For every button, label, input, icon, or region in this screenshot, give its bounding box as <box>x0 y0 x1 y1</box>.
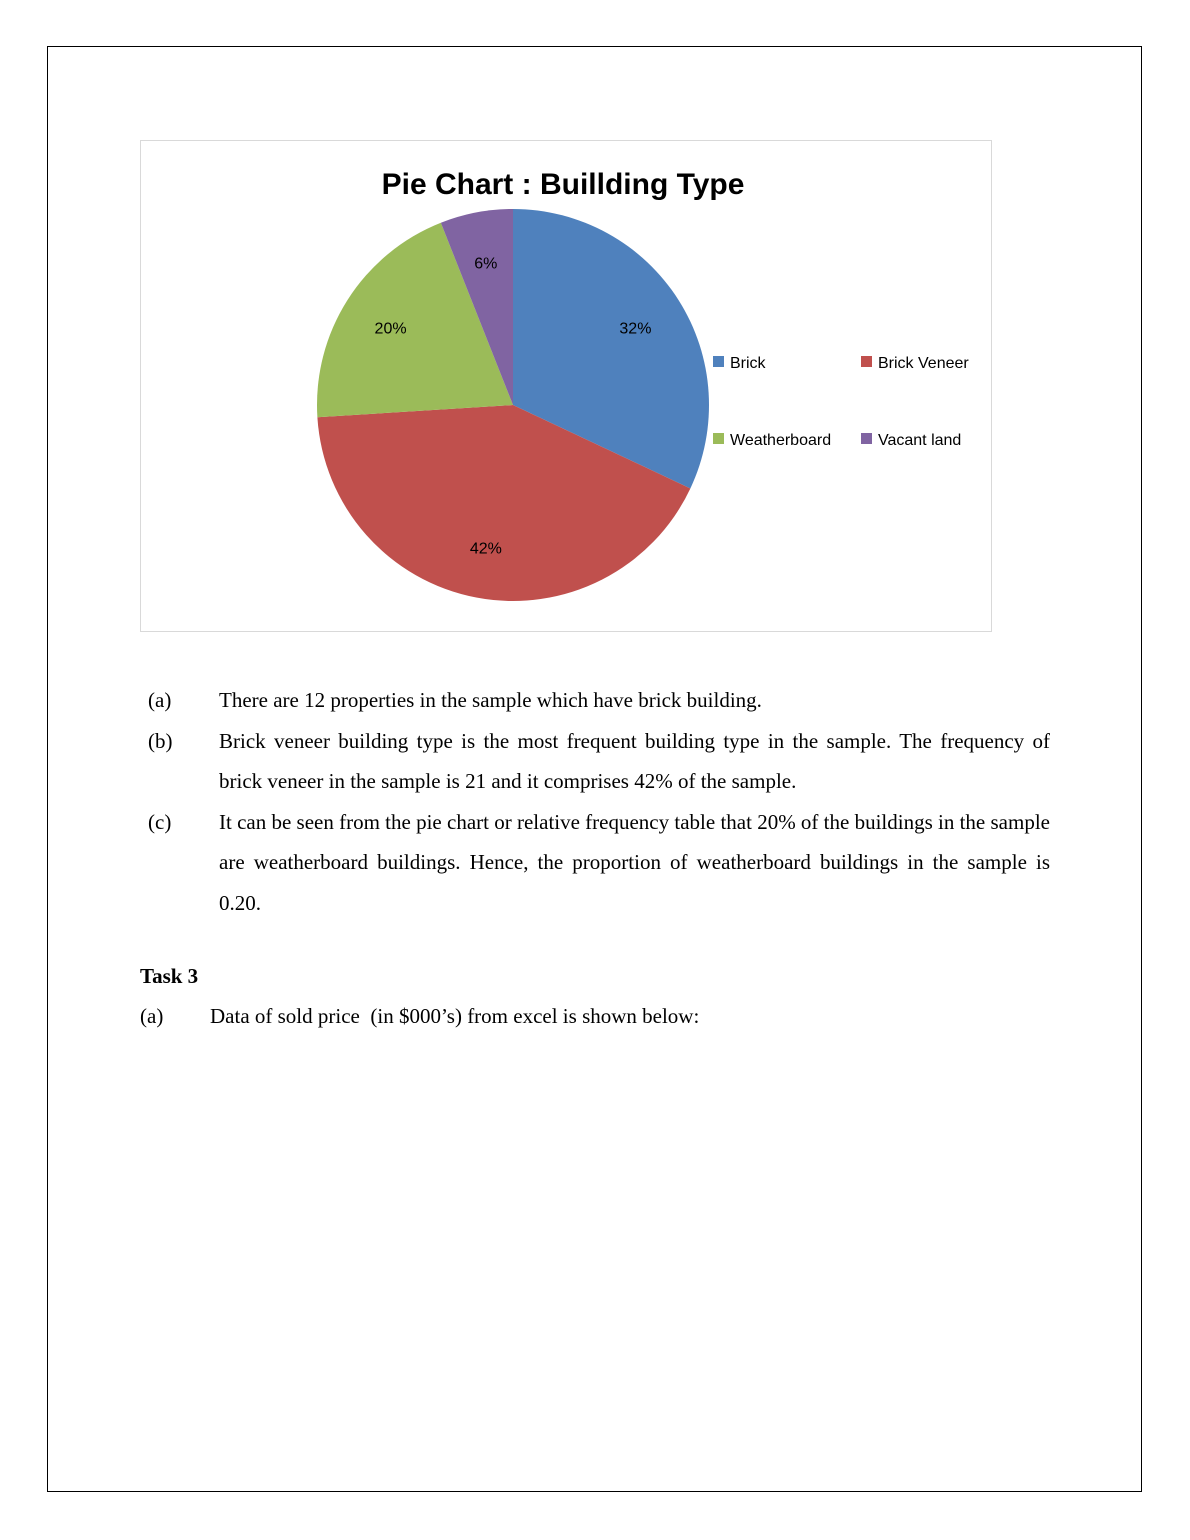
legend-swatch <box>861 433 872 444</box>
pie-data-label: 6% <box>474 255 498 273</box>
chart-legend <box>713 355 969 449</box>
answer-list <box>140 680 1050 923</box>
task-text: Data of sold price (in $000’s) from excel is shown below: <box>210 1004 700 1028</box>
pie-chart-svg <box>141 141 993 633</box>
legend-swatch <box>713 356 724 367</box>
pie-chart <box>140 140 992 632</box>
answer-item-c <box>140 802 1050 924</box>
pie-slices <box>317 209 709 601</box>
answer-text: Brick veneer building type is the most frequent building type in the sample. The frequency of brick veneer in the sample is 21 and it comprises 42% of the sample. <box>219 728 1050 793</box>
chart-title: Pie Chart : Buillding Type <box>381 168 745 201</box>
answer-marker: (a) <box>148 688 172 712</box>
answer-text: There are 12 properties in the sample which have brick building. <box>219 688 762 712</box>
legend-swatch <box>861 356 872 367</box>
task-heading: Task 3 <box>140 964 199 988</box>
pie-data-label: 20% <box>374 320 407 338</box>
legend-label: Vacant land <box>878 432 962 449</box>
legend-label: Weatherboard <box>730 432 832 449</box>
task-line <box>140 1004 699 1029</box>
answer-marker: (c) <box>148 809 172 834</box>
answer-item-b <box>140 721 1050 802</box>
pie-data-label: 42% <box>469 540 502 558</box>
legend-label: Brick Veneer <box>878 355 969 372</box>
answer-marker: (b) <box>148 728 173 753</box>
answer-text: It can be seen from the pie chart or relative frequency table that 20% of the buildings in the sample are weatherboard buildings. Hence, the proportion of weatherboard buildings in the sample is 0.20. <box>219 809 1050 915</box>
task-marker: (a) <box>140 1004 164 1028</box>
legend-label: Brick <box>730 355 766 372</box>
answer-item-a <box>140 680 1050 721</box>
pie-data-label: 32% <box>619 320 652 338</box>
legend-swatch <box>713 433 724 444</box>
